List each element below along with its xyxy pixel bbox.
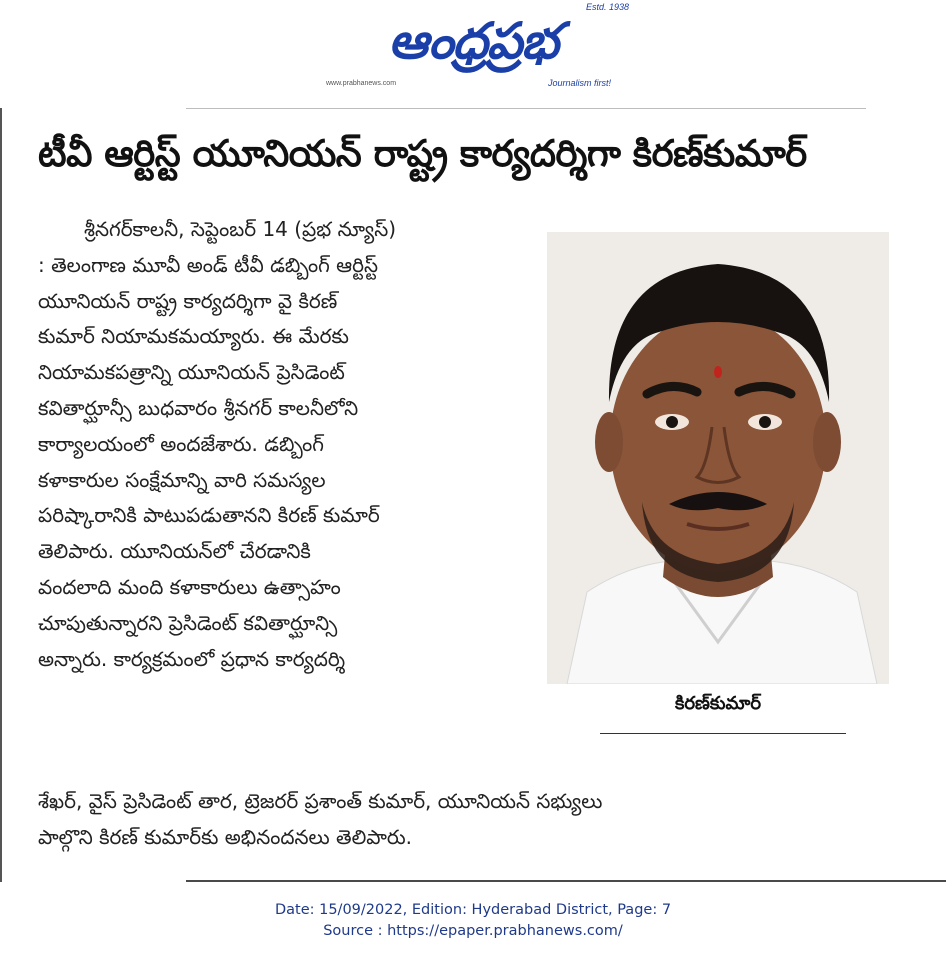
body-line: పాల్గొని కిరణ్ కుమార్‌కు అభినందనలు తెలిపారు. — [38, 824, 412, 849]
clipping-bottom-border — [186, 880, 946, 882]
body-line: నియామకపత్రాన్ని యూనియన్ ప్రెసిడెంట్ — [38, 360, 345, 385]
portrait-photo — [547, 232, 889, 684]
body-line: కవితార్ఘూన్సీ బుధవారం శ్రీనగర్ కాలనీలోని — [38, 395, 359, 420]
body-line: కళాకారుల సంక్షేమాన్ని వారి సమస్యల — [38, 467, 326, 492]
established-label: Estd. 1938 — [586, 2, 630, 12]
body-line: కుమార్ నియామకమయ్యారు. ఈ మేరకు — [38, 324, 349, 349]
body-line: యూనియన్ రాష్ట్ర కార్యదర్శిగా వై కిరణ్ — [38, 288, 338, 313]
body-line: కార్యాలయంలో అందజేశారు. డబ్బింగ్ — [38, 431, 324, 456]
source-link[interactable]: Source : https://epaper.prabhanews.com/ — [323, 923, 623, 939]
body-line: చూపుతున్నారని ప్రెసిడెంట్ కవితార్ఘూన్సి — [38, 610, 338, 635]
clipping-footer — [0, 900, 946, 942]
caption-divider — [600, 733, 846, 734]
article-body-continued — [38, 784, 898, 856]
tagline: Journalism first! — [548, 78, 612, 88]
article-headline: టీవీ ఆర్టిస్ట్ యూనియన్ రాష్ట్ర కార్యదర్శిగా కిరణ్‌కుమార్ — [38, 132, 807, 175]
article-body — [38, 212, 538, 677]
edition-info: Date: 15/09/2022, Edition: Hyderabad District, Page: 7 — [274, 902, 672, 918]
body-line: శేఖర్, వైస్ ప్రెసిడెంట్ తార, ట్రెజరర్ ప్రశాంత్ కుమార్, యూనియన్ సభ్యులు — [38, 789, 603, 813]
photo-caption: కిరణ్‌కుమార్ — [674, 693, 762, 714]
body-line: తెలిపారు. యూనియన్‌లో చేరడానికి — [38, 539, 311, 564]
body-line: అన్నారు. కార్యక్రమంలో ప్రధాన కార్యదర్శి — [38, 646, 346, 671]
website-label: www.prabhanews.com — [326, 80, 397, 87]
masthead — [0, 0, 946, 108]
body-line: పరిష్కారానికి పాటుపడుతానని కిరణ్ కుమార్ — [38, 503, 380, 528]
newspaper-logo: ఆంధ్రప్రభ — [388, 11, 558, 70]
body-line: : తెలంగాణ మూవీ అండ్ టీవీ డబ్బింగ్ ఆర్టిస్ట్ — [38, 252, 379, 277]
clipping-top-border — [186, 108, 866, 109]
body-line: శ్రీనగర్‌కాలనీ, సెప్టెంబర్ 14 (ప్రభ న్యూస్) — [84, 217, 397, 241]
body-line: వందలాది మంది కళాకారులు ఉత్సాహం — [38, 574, 341, 599]
clipping-left-border — [0, 108, 2, 882]
